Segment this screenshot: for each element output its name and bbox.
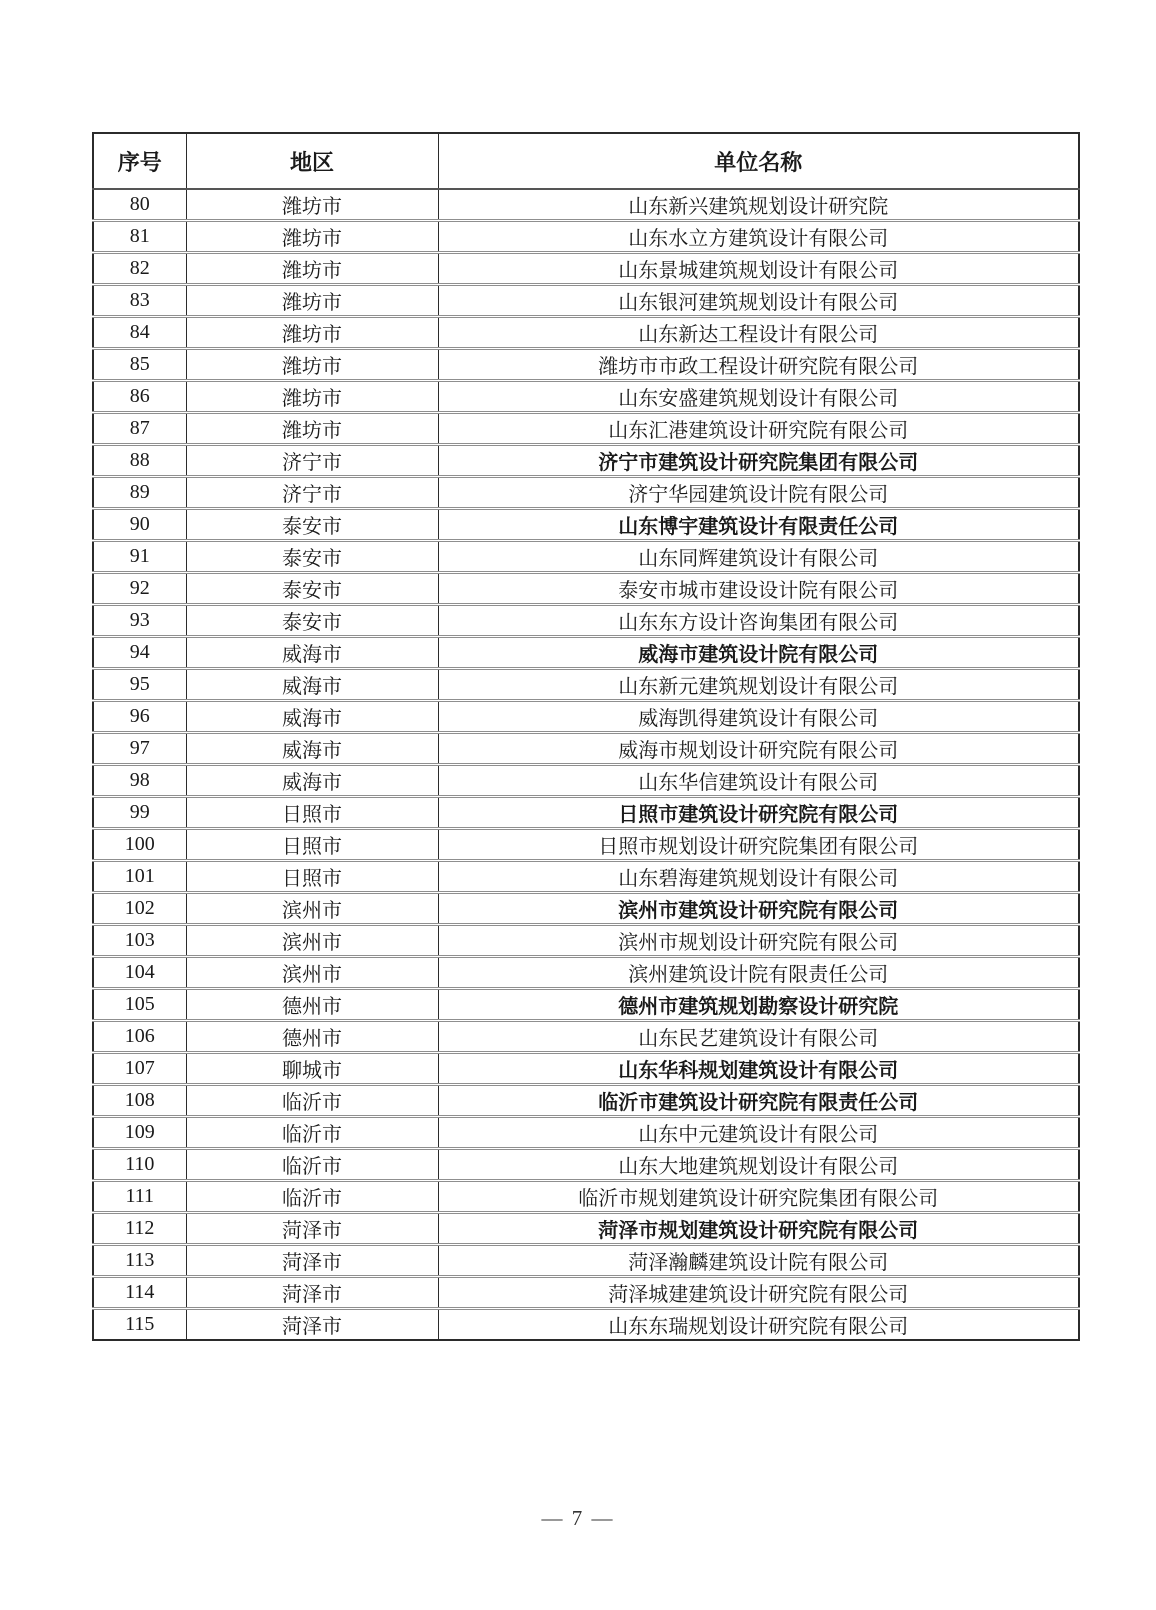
unit-name-cell: 山东华科规划建筑设计有限公司 [438, 1053, 1079, 1085]
unit-name-cell: 泰安市城市建设设计院有限公司 [438, 573, 1079, 605]
table-row [93, 829, 1079, 861]
unit-name-cell: 山东新元建筑规划设计有限公司 [438, 669, 1079, 701]
region-cell: 济宁市 [186, 477, 438, 509]
table-row [93, 413, 1079, 445]
serial-number-cell: 83 [93, 285, 186, 317]
serial-number-cell: 100 [93, 829, 186, 861]
serial-number-cell: 80 [93, 189, 186, 221]
region-cell: 潍坊市 [186, 221, 438, 253]
table-row [93, 1117, 1079, 1149]
unit-name-cell: 山东水立方建筑设计有限公司 [438, 221, 1079, 253]
serial-number-cell: 103 [93, 925, 186, 957]
unit-name-cell: 山东新兴建筑规划设计研究院 [438, 189, 1079, 221]
serial-number-cell: 82 [93, 253, 186, 285]
unit-name-cell: 山东东方设计咨询集团有限公司 [438, 605, 1079, 637]
unit-name-cell: 威海市规划设计研究院有限公司 [438, 733, 1079, 765]
unit-name-cell: 山东中元建筑设计有限公司 [438, 1117, 1079, 1149]
table-row [93, 1245, 1079, 1277]
serial-number-cell: 114 [93, 1277, 186, 1309]
table-row [93, 541, 1079, 573]
page-number: — 7 — [541, 1506, 615, 1530]
serial-number-cell: 110 [93, 1149, 186, 1181]
region-cell: 潍坊市 [186, 381, 438, 413]
region-cell: 威海市 [186, 765, 438, 797]
table-body [93, 189, 1079, 1340]
unit-name-cell: 山东东瑞规划设计研究院有限公司 [438, 1309, 1079, 1341]
unit-name-cell: 日照市建筑设计研究院有限公司 [438, 797, 1079, 829]
serial-number-cell: 85 [93, 349, 186, 381]
region-cell: 泰安市 [186, 509, 438, 541]
unit-name-cell: 临沂市规划建筑设计研究院集团有限公司 [438, 1181, 1079, 1213]
serial-number-cell: 90 [93, 509, 186, 541]
serial-number-cell: 99 [93, 797, 186, 829]
table-row [93, 605, 1079, 637]
region-cell: 威海市 [186, 733, 438, 765]
unit-name-cell: 山东景城建筑规划设计有限公司 [438, 253, 1079, 285]
table-row [93, 765, 1079, 797]
serial-number-cell: 109 [93, 1117, 186, 1149]
table-row [93, 349, 1079, 381]
serial-number-cell: 115 [93, 1309, 186, 1341]
table-row [93, 317, 1079, 349]
unit-name-cell: 山东华信建筑设计有限公司 [438, 765, 1079, 797]
region-cell: 潍坊市 [186, 413, 438, 445]
region-cell: 潍坊市 [186, 253, 438, 285]
header-row [93, 133, 1079, 189]
unit-name-cell: 滨州市建筑设计研究院有限公司 [438, 893, 1079, 925]
region-cell: 威海市 [186, 637, 438, 669]
unit-name-cell: 威海市建筑设计院有限公司 [438, 637, 1079, 669]
region-cell: 潍坊市 [186, 317, 438, 349]
serial-number-cell: 107 [93, 1053, 186, 1085]
table-row [93, 861, 1079, 893]
serial-number-cell: 94 [93, 637, 186, 669]
serial-number-cell: 84 [93, 317, 186, 349]
serial-number-cell: 104 [93, 957, 186, 989]
table-row [93, 189, 1079, 221]
serial-number-cell: 88 [93, 445, 186, 477]
unit-name-cell: 山东碧海建筑规划设计有限公司 [438, 861, 1079, 893]
region-cell: 泰安市 [186, 541, 438, 573]
serial-number-cell: 101 [93, 861, 186, 893]
serial-number-cell: 89 [93, 477, 186, 509]
region-cell: 临沂市 [186, 1181, 438, 1213]
region-cell: 泰安市 [186, 573, 438, 605]
table-row [93, 1021, 1079, 1053]
column-header-serial-number: 序号 [93, 133, 186, 189]
table-row [93, 1053, 1079, 1085]
unit-name-cell: 济宁华园建筑设计院有限公司 [438, 477, 1079, 509]
unit-name-cell: 山东银河建筑规划设计有限公司 [438, 285, 1079, 317]
serial-number-cell: 102 [93, 893, 186, 925]
serial-number-cell: 96 [93, 701, 186, 733]
serial-number-cell: 112 [93, 1213, 186, 1245]
unit-name-cell: 潍坊市市政工程设计研究院有限公司 [438, 349, 1079, 381]
unit-name-cell: 日照市规划设计研究院集团有限公司 [438, 829, 1079, 861]
region-cell: 临沂市 [186, 1085, 438, 1117]
unit-name-cell: 山东同辉建筑设计有限公司 [438, 541, 1079, 573]
serial-number-cell: 86 [93, 381, 186, 413]
serial-number-cell: 113 [93, 1245, 186, 1277]
unit-name-cell: 菏泽瀚麟建筑设计院有限公司 [438, 1245, 1079, 1277]
region-cell: 济宁市 [186, 445, 438, 477]
table-row [93, 637, 1079, 669]
region-cell: 日照市 [186, 797, 438, 829]
serial-number-cell: 105 [93, 989, 186, 1021]
table-row [93, 381, 1079, 413]
unit-name-cell: 山东民艺建筑设计有限公司 [438, 1021, 1079, 1053]
unit-name-cell: 菏泽市规划建筑设计研究院有限公司 [438, 1213, 1079, 1245]
column-header-region: 地区 [186, 133, 438, 189]
table-row [93, 797, 1079, 829]
table-row [93, 509, 1079, 541]
serial-number-cell: 98 [93, 765, 186, 797]
unit-name-cell: 滨州建筑设计院有限责任公司 [438, 957, 1079, 989]
region-cell: 滨州市 [186, 893, 438, 925]
table-row [93, 1181, 1079, 1213]
region-cell: 泰安市 [186, 605, 438, 637]
table-row [93, 669, 1079, 701]
serial-number-cell: 92 [93, 573, 186, 605]
region-cell: 临沂市 [186, 1149, 438, 1181]
unit-name-cell: 威海凯得建筑设计有限公司 [438, 701, 1079, 733]
region-cell: 菏泽市 [186, 1277, 438, 1309]
region-cell: 菏泽市 [186, 1245, 438, 1277]
unit-name-cell: 山东博宇建筑设计有限责任公司 [438, 509, 1079, 541]
unit-name-cell: 山东安盛建筑规划设计有限公司 [438, 381, 1079, 413]
column-header-unit-name: 单位名称 [438, 133, 1079, 189]
serial-number-cell: 111 [93, 1181, 186, 1213]
region-cell: 潍坊市 [186, 189, 438, 221]
table-row [93, 957, 1079, 989]
region-cell: 菏泽市 [186, 1309, 438, 1341]
serial-number-cell: 91 [93, 541, 186, 573]
serial-number-cell: 97 [93, 733, 186, 765]
table-row [93, 253, 1079, 285]
region-cell: 威海市 [186, 669, 438, 701]
region-cell: 威海市 [186, 701, 438, 733]
table-row [93, 573, 1079, 605]
serial-number-cell: 87 [93, 413, 186, 445]
unit-name-cell: 济宁市建筑设计研究院集团有限公司 [438, 445, 1079, 477]
serial-number-cell: 106 [93, 1021, 186, 1053]
region-cell: 临沂市 [186, 1117, 438, 1149]
table-row [93, 1085, 1079, 1117]
unit-name-cell: 山东新达工程设计有限公司 [438, 317, 1079, 349]
region-cell: 德州市 [186, 1021, 438, 1053]
region-cell: 聊城市 [186, 1053, 438, 1085]
table-row [93, 477, 1079, 509]
table-row [93, 285, 1079, 317]
region-cell: 潍坊市 [186, 349, 438, 381]
unit-name-cell: 菏泽城建建筑设计研究院有限公司 [438, 1277, 1079, 1309]
region-cell: 菏泽市 [186, 1213, 438, 1245]
serial-number-cell: 95 [93, 669, 186, 701]
region-cell: 潍坊市 [186, 285, 438, 317]
table-row [93, 1277, 1079, 1309]
unit-roster-table [92, 132, 1080, 1341]
region-cell: 日照市 [186, 861, 438, 893]
table-row [93, 733, 1079, 765]
table-header [93, 133, 1079, 189]
serial-number-cell: 108 [93, 1085, 186, 1117]
table-row [93, 1213, 1079, 1245]
serial-number-cell: 93 [93, 605, 186, 637]
table-row [93, 989, 1079, 1021]
region-cell: 滨州市 [186, 925, 438, 957]
unit-name-cell: 山东大地建筑规划设计有限公司 [438, 1149, 1079, 1181]
region-cell: 滨州市 [186, 957, 438, 989]
unit-name-cell: 临沂市建筑设计研究院有限责任公司 [438, 1085, 1079, 1117]
unit-name-cell: 德州市建筑规划勘察设计研究院 [438, 989, 1079, 1021]
table-row [93, 893, 1079, 925]
table-row [93, 925, 1079, 957]
unit-name-cell: 滨州市规划设计研究院有限公司 [438, 925, 1079, 957]
region-cell: 日照市 [186, 829, 438, 861]
table-row [93, 445, 1079, 477]
table-row [93, 221, 1079, 253]
table-row [93, 701, 1079, 733]
table-row [93, 1149, 1079, 1181]
unit-name-cell: 山东汇港建筑设计研究院有限公司 [438, 413, 1079, 445]
region-cell: 德州市 [186, 989, 438, 1021]
serial-number-cell: 81 [93, 221, 186, 253]
table-row [93, 1309, 1079, 1341]
